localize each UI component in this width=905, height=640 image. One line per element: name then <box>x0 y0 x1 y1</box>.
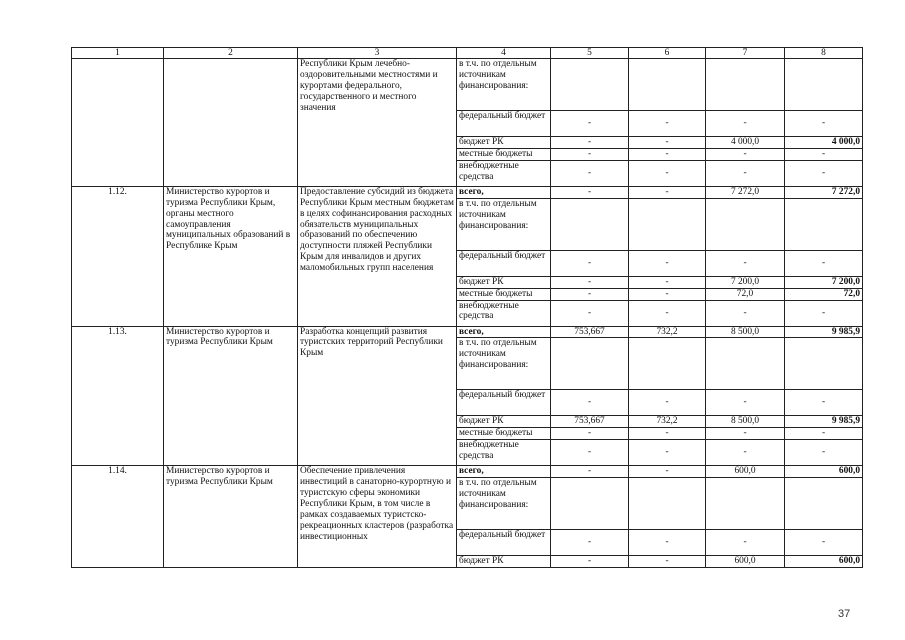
value-cell-col7: 72,0 <box>706 288 785 300</box>
value-cell-col6: - <box>629 250 706 276</box>
header-cell: 3 <box>298 48 457 59</box>
value-cell-col8: - <box>785 111 863 137</box>
measure-description: Предоставление субсидий из бюджета Республики Крым местным бюджетам в целях софинансирования расходных обязательств муниципальных образований по обеспечению доступности пляжей Республики Крым для инвалидов и других маломобильных групп населения <box>298 186 457 326</box>
value-cell-col7: - <box>706 300 785 326</box>
page-number: 37 <box>838 608 851 620</box>
value-cell-col5: 753,667 <box>551 326 629 338</box>
funding-source-label: федеральный бюджет <box>457 530 551 556</box>
value-cell-col8: 600,0 <box>785 466 863 478</box>
table-row <box>72 326 863 338</box>
header-cell: 5 <box>551 48 629 59</box>
responsible-org: Министерство курортов и туризма Республики Крым <box>164 466 298 568</box>
value-cell-col8: 600,0 <box>785 556 863 568</box>
value-cell-col6: - <box>629 428 706 440</box>
budget-table <box>71 47 863 568</box>
value-cell-col7 <box>706 198 785 250</box>
value-cell-col5 <box>551 59 629 111</box>
value-cell-col8: - <box>785 428 863 440</box>
value-cell-col6: - <box>629 440 706 466</box>
value-cell-col8: - <box>785 148 863 160</box>
value-cell-col6 <box>629 338 706 390</box>
funding-source-label: внебюджетные средства <box>457 160 551 186</box>
value-cell-col8: - <box>785 530 863 556</box>
table-row <box>72 186 863 198</box>
funding-source-label: в т.ч. по отдельным источникам финансирования: <box>457 338 551 390</box>
value-cell-col5: - <box>551 111 629 137</box>
value-cell-col5: - <box>551 137 629 149</box>
value-cell-col7 <box>706 478 785 530</box>
value-cell-col5 <box>551 338 629 390</box>
header-row <box>72 48 863 59</box>
funding-source-label: федеральный бюджет <box>457 111 551 137</box>
value-cell-col7 <box>706 338 785 390</box>
header-cell: 7 <box>706 48 785 59</box>
value-cell-col5: - <box>551 428 629 440</box>
funding-source-label: в т.ч. по отдельным источникам финансирования: <box>457 59 551 111</box>
value-cell-col5 <box>551 478 629 530</box>
value-cell-col6: 732,2 <box>629 416 706 428</box>
funding-source-label: в т.ч. по отдельным источникам финансирования: <box>457 198 551 250</box>
measure-description: Обеспечение привлечения инвестиций в санаторно-курортную и туристскую сферы экономики Республики Крым, в том числе в рамках создаваемых туристско-рекреационных кластеров (разработка инвестиционных <box>298 466 457 568</box>
value-cell-col8 <box>785 198 863 250</box>
value-cell-col7: 8 500,0 <box>706 326 785 338</box>
value-cell-col6: - <box>629 556 706 568</box>
value-cell-col8: - <box>785 440 863 466</box>
value-cell-col6: 732,2 <box>629 326 706 338</box>
value-cell-col5: - <box>551 440 629 466</box>
value-cell-col5: - <box>551 148 629 160</box>
item-number: 1.13. <box>72 326 164 466</box>
value-cell-col6: - <box>629 466 706 478</box>
value-cell-col6: - <box>629 137 706 149</box>
value-cell-col6 <box>629 198 706 250</box>
table-row <box>72 59 863 111</box>
funding-source-label: внебюджетные средства <box>457 440 551 466</box>
item-number: 1.12. <box>72 186 164 326</box>
funding-source-label: всего, <box>457 186 551 198</box>
value-cell-col5: - <box>551 466 629 478</box>
value-cell-col7: 7 200,0 <box>706 276 785 288</box>
responsible-org: Министерство курортов и туризма Республики Крым <box>164 326 298 466</box>
item-number <box>72 59 164 187</box>
funding-source-label: всего, <box>457 466 551 478</box>
value-cell-col8: 7 200,0 <box>785 276 863 288</box>
funding-source-label: бюджет РК <box>457 556 551 568</box>
value-cell-col8: - <box>785 250 863 276</box>
funding-source-label: бюджет РК <box>457 137 551 149</box>
funding-source-label: внебюджетные средства <box>457 300 551 326</box>
header-cell: 8 <box>785 48 863 59</box>
value-cell-col7: - <box>706 428 785 440</box>
value-cell-col5 <box>551 198 629 250</box>
value-cell-col5: - <box>551 288 629 300</box>
measure-description: Разработка концепций развития туристских территорий Республики Крым <box>298 326 457 466</box>
funding-source-label: местные бюджеты <box>457 288 551 300</box>
value-cell-col8: 72,0 <box>785 288 863 300</box>
value-cell-col6: - <box>629 300 706 326</box>
value-cell-col7: - <box>706 390 785 416</box>
funding-source-label: в т.ч. по отдельным источникам финансирования: <box>457 478 551 530</box>
value-cell-col6: - <box>629 186 706 198</box>
value-cell-col8: - <box>785 300 863 326</box>
value-cell-col5: - <box>551 186 629 198</box>
value-cell-col6: - <box>629 530 706 556</box>
funding-source-label: бюджет РК <box>457 416 551 428</box>
value-cell-col7: 600,0 <box>706 466 785 478</box>
value-cell-col5: - <box>551 160 629 186</box>
funding-source-label: местные бюджеты <box>457 148 551 160</box>
value-cell-col8 <box>785 478 863 530</box>
funding-source-label: местные бюджеты <box>457 428 551 440</box>
value-cell-col6: - <box>629 390 706 416</box>
value-cell-col8: - <box>785 160 863 186</box>
value-cell-col5: - <box>551 276 629 288</box>
value-cell-col5: - <box>551 250 629 276</box>
value-cell-col8: - <box>785 390 863 416</box>
funding-source-label: всего, <box>457 326 551 338</box>
item-number: 1.14. <box>72 466 164 568</box>
value-cell-col5: - <box>551 556 629 568</box>
value-cell-col7: - <box>706 440 785 466</box>
value-cell-col5: 753,667 <box>551 416 629 428</box>
value-cell-col6: - <box>629 160 706 186</box>
value-cell-col7: 600,0 <box>706 556 785 568</box>
value-cell-col8: 4 000,0 <box>785 137 863 149</box>
value-cell-col7: - <box>706 250 785 276</box>
header-cell: 4 <box>457 48 551 59</box>
value-cell-col8 <box>785 59 863 111</box>
value-cell-col7: - <box>706 160 785 186</box>
funding-source-label: федеральный бюджет <box>457 250 551 276</box>
header-cell: 2 <box>164 48 298 59</box>
value-cell-col8 <box>785 338 863 390</box>
value-cell-col5: - <box>551 390 629 416</box>
value-cell-col6: - <box>629 276 706 288</box>
table-row <box>72 466 863 478</box>
header-cell: 6 <box>629 48 706 59</box>
value-cell-col7: 7 272,0 <box>706 186 785 198</box>
value-cell-col5: - <box>551 300 629 326</box>
measure-description: Республики Крым лечебно-оздоровительными местностями и курортами федерального, государственного и местного значения <box>298 59 457 187</box>
funding-source-label: федеральный бюджет <box>457 390 551 416</box>
value-cell-col7: - <box>706 148 785 160</box>
funding-source-label: бюджет РК <box>457 276 551 288</box>
responsible-org <box>164 59 298 187</box>
value-cell-col8: 9 985,9 <box>785 326 863 338</box>
value-cell-col6: - <box>629 148 706 160</box>
value-cell-col6 <box>629 59 706 111</box>
value-cell-col6 <box>629 478 706 530</box>
value-cell-col7: - <box>706 111 785 137</box>
value-cell-col7: 4 000,0 <box>706 137 785 149</box>
value-cell-col8: 7 272,0 <box>785 186 863 198</box>
value-cell-col7 <box>706 59 785 111</box>
value-cell-col6: - <box>629 288 706 300</box>
value-cell-col8: 9 985,9 <box>785 416 863 428</box>
responsible-org: Министерство курортов и туризма Республики Крым, органы местного самоуправления муниципальных образований в Республике Крым <box>164 186 298 326</box>
value-cell-col7: 8 500,0 <box>706 416 785 428</box>
header-cell: 1 <box>72 48 164 59</box>
value-cell-col6: - <box>629 111 706 137</box>
value-cell-col5: - <box>551 530 629 556</box>
value-cell-col7: - <box>706 530 785 556</box>
